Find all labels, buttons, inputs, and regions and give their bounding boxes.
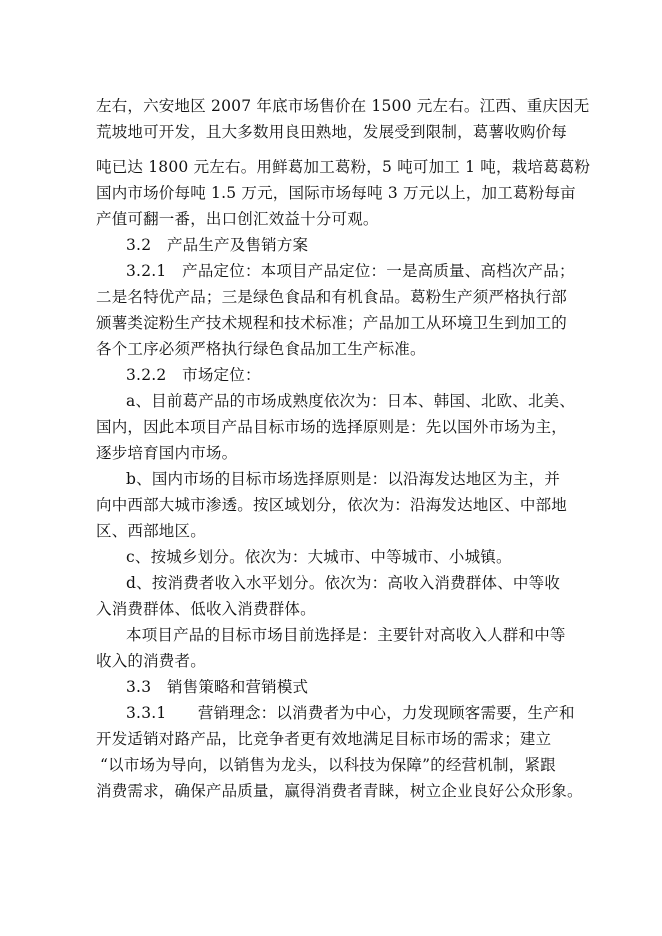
text-line: 左右，六安地区 2007 年底市场售价在 1500 元左右。江西、重庆因无 [96,97,590,115]
section-heading: 3.3 销售策略和营销模式 [126,678,309,696]
text-line: 区、西部地区。 [96,522,206,540]
text-line: 颁薯类淀粉生产技术规程和技术标准；产品加工从环境卫生到加工的 [96,314,568,332]
paragraph-line: 本项目产品的目标市场目前选择是：主要针对高收入人群和中等 [126,626,566,644]
list-item: d、按消费者收入水平划分。依次为：高收入消费群体、中等收 [126,574,561,592]
subsection-paragraph: 3.2.1 产品定位：本项目产品定位：一是高质量、高档次产品； [126,262,575,280]
text-line: 消费需求，确保产品质量，赢得消费者青睐，树立企业良好公众形象。 [96,782,583,800]
text-line: 荒坡地可开发，且大多数用良田熟地，发展受到限制，葛薯收购价每 [96,123,568,141]
text-line: 向中西部大城市渗透。按区域划分，依次为：沿海发达地区、中部地 [96,496,568,514]
subsection-paragraph: 3.3.1 营销理念：以消费者为中心，力发现顾客需要，生产和 [126,704,575,722]
text-line: 收入的消费者。 [96,652,206,670]
text-line: 吨已达 1800 元左右。用鲜葛加工葛粉，5 吨可加工 1 吨，栽培葛葛粉 [96,158,591,176]
section-heading: 3.2 产品生产及售销方案 [126,236,309,254]
text-line: 各个工序必须严格执行绿色食品加工生产标准。 [96,340,426,358]
text-line: 入消费群体、低收入消费群体。 [96,600,316,618]
text-line: 国内市场价每吨 1.5 万元，国际市场每吨 3 万元以上，加工葛粉每亩 [96,184,576,202]
list-item: b、国内市场的目标市场选择原则是：以沿海发达地区为主，并 [126,470,561,488]
text-line: 产值可翻一番，出口创汇效益十分可观。 [96,210,379,228]
text-line: 国内，因此本项目产品目标市场的选择原则是：先以国外市场为主， [96,418,568,436]
text-line: “以市场为导向，以销售为龙头，以科技为保障”的经营机制，紧跟 [100,756,556,774]
text-line: 二是名特优产品；三是绿色食品和有机食品。葛粉生产须严格执行部 [96,288,568,306]
text-line: 开发适销对路产品，比竞争者更有效地满足目标市场的需求；建立 [96,730,552,748]
text-line: 逐步培育国内市场。 [96,444,238,462]
subsection-heading: 3.2.2 市场定位： [126,366,261,384]
list-item: c、按城乡划分。依次为：大城市、中等城市、小城镇。 [126,548,512,566]
list-item: a、目前葛产品的市场成熟度依次为：日本、韩国、北欧、北美、 [126,392,576,410]
